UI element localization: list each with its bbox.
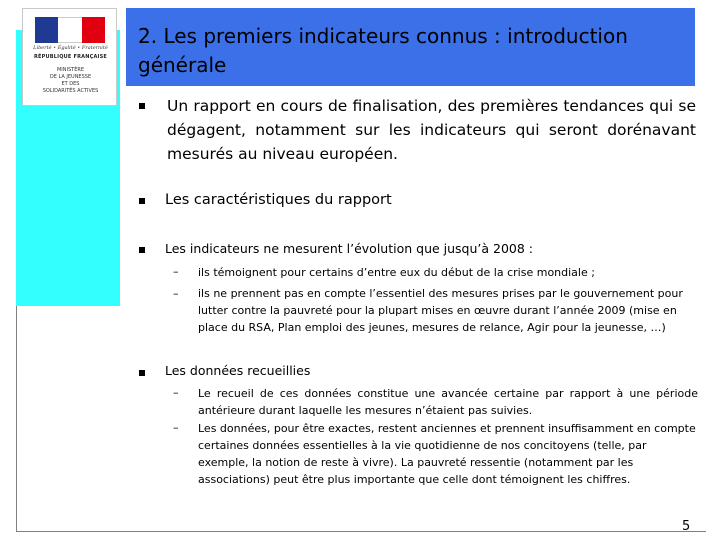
bullet-1-text: Un rapport en cours de finalisation, des premières tendances qui se dégagent, notamment sur les indicateurs qui seront dorénavant mesurés au niveau européen. [167,97,696,163]
page-number: 5 [682,519,691,534]
left-frame-line [16,306,17,531]
bullet-icon [139,103,145,109]
bullet-4-text: Les données recueillies [165,363,311,378]
bullet-icon [139,370,145,376]
dash-icon: – [173,287,179,300]
ministry-logo [22,8,117,106]
marianne-flag-icon [35,17,105,43]
logo-motto: Liberté • Égalité • Fraternité [33,45,108,51]
logo-republic: RÉPUBLIQUE FRANÇAISE [33,54,108,60]
dash-icon: – [173,265,179,278]
bullet-4-sub-1: Le recueil de ces données constitue une avancée certaine par rapport à une période antérieure durant laquelle les mesures n’étaient pas suivies. [198,387,698,417]
slide-title: 2. Les premiers indicateurs connus : introduction générale [138,24,628,77]
bullet-3-sub-1: ils témoignent pour certains d’entre eux du début de la crise mondiale ; [198,266,595,279]
bullet-3-text: Les indicateurs ne mesurent l’évolution que jusqu’à 2008 : [165,241,534,256]
bullet-4-sub-2: Les données, pour être exactes, restent anciennes et prennent insuffisamment en compte certaines données essentielles à la vie quotidienne de nos concitoyens (telle, par exemple, la notion de reste à vivre). La pauvreté ressentie (notamment par les associations) peut être plus importante que celle dont témoignent les chiffres. [198,422,696,486]
dash-icon: – [173,386,179,399]
bullet-2-text: Les caractéristiques du rapport [165,192,392,208]
bullet-icon [139,247,145,253]
logo-ministry: MINISTÈRE DE LA JEUNESSE ET DES SOLIDARITÉS ACTIVES [42,67,99,94]
bottom-frame-line [16,531,706,532]
bullet-3-sub-2: ils ne prennent pas en compte l’essentiel des mesures prises par le gouvernement pour lutter contre la pauvreté pour la plupart mises en œuvre durant l’année 2009 (mise en place du RSA, Plan emploi des jeunes, mesures de relance, Agir pour la jeunesse, …) [198,287,683,334]
dash-icon: – [173,421,179,434]
bullet-icon [139,198,145,204]
